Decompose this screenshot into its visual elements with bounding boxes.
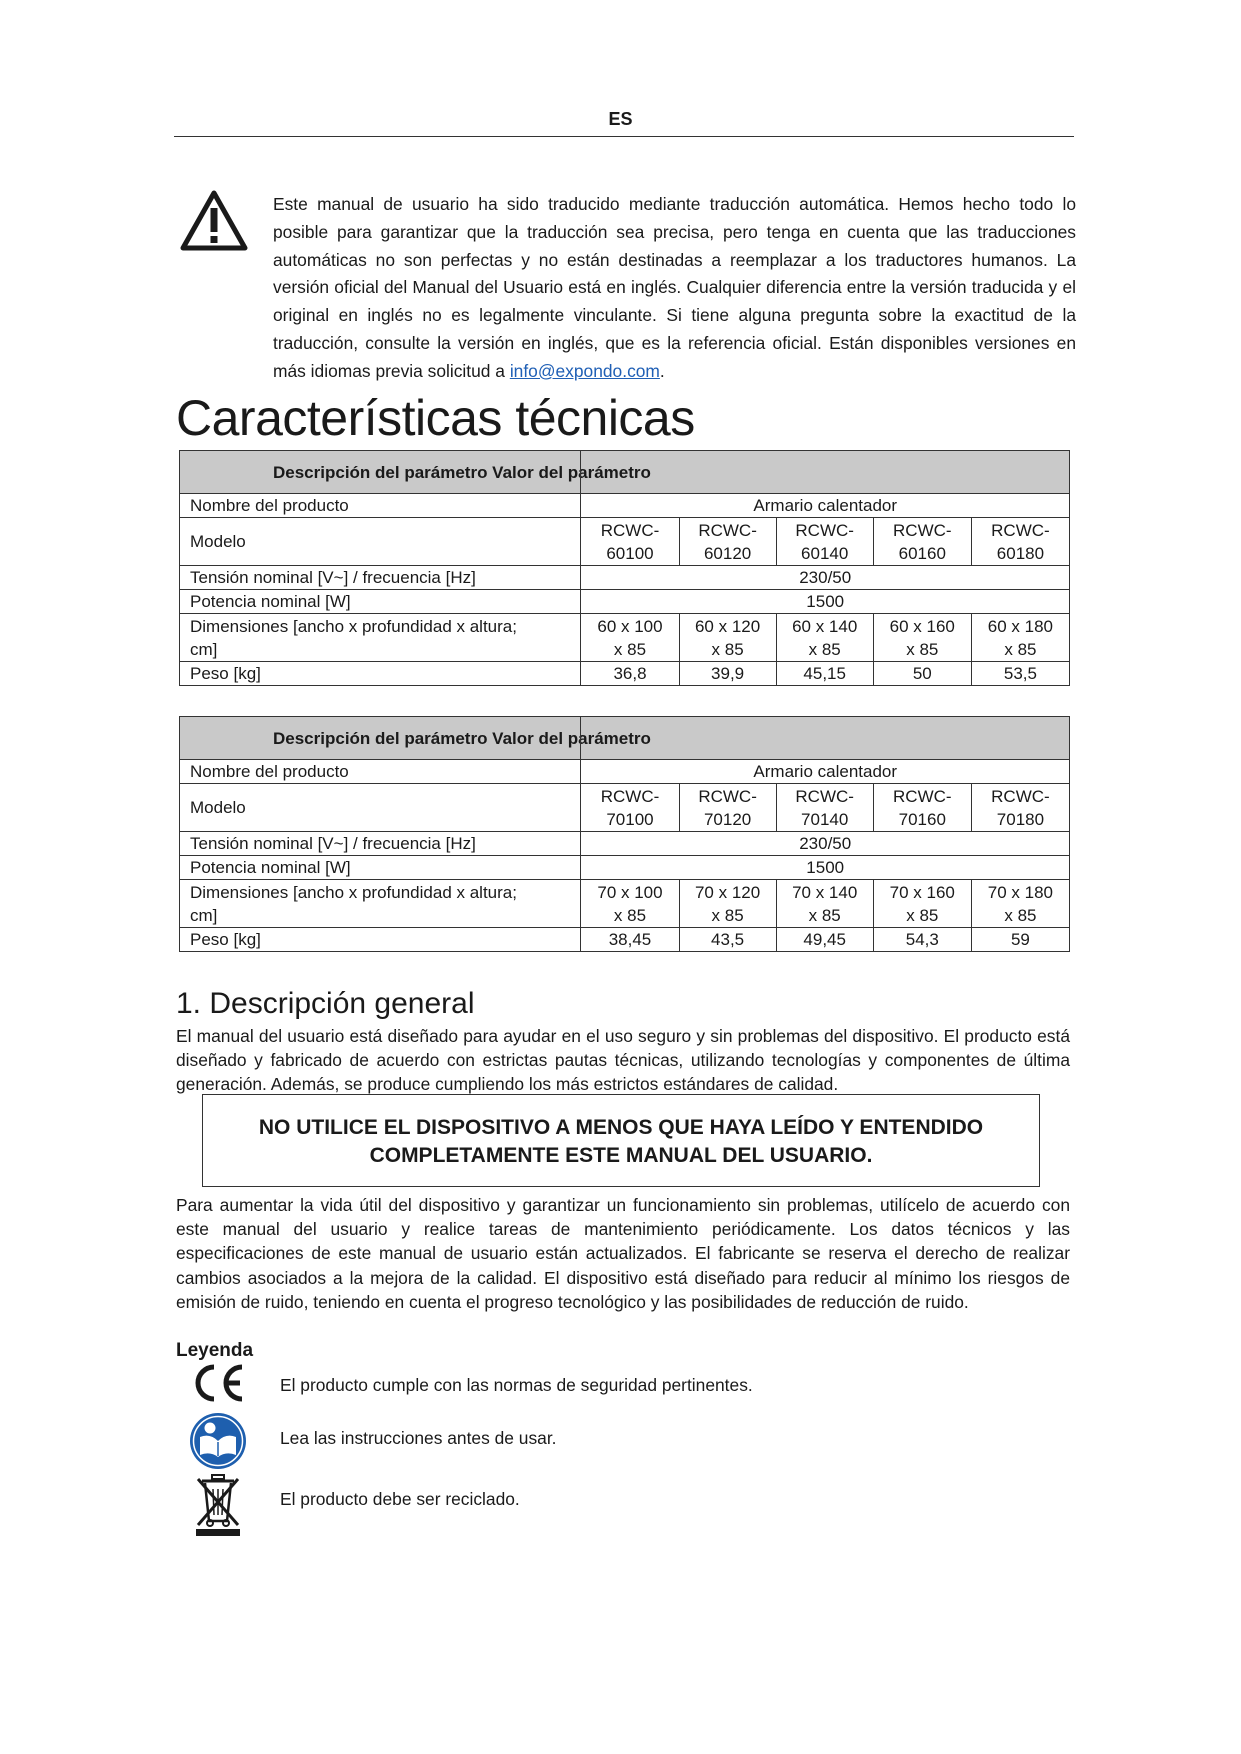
table-row xyxy=(180,494,1070,518)
weight-cell: 43,5 xyxy=(679,928,776,952)
dim-cell: 70 x 160 x 85 xyxy=(873,880,971,928)
weight-cell: 49,45 xyxy=(776,928,873,952)
model-cell: RCWC- 60100 xyxy=(581,518,679,566)
row-label: Modelo xyxy=(180,518,581,566)
table-row xyxy=(180,614,1070,662)
table-header-cell xyxy=(180,451,1070,494)
dim-cell: 60 x 140 x 85 xyxy=(776,614,873,662)
model-cell: RCWC- 70160 xyxy=(873,784,971,832)
email-link[interactable]: info@expondo.com xyxy=(509,360,660,381)
page-title: Características técnicas xyxy=(176,390,695,446)
model-cell: RCWC- 70180 xyxy=(971,784,1069,832)
spec-table-70 xyxy=(179,716,1070,952)
table-header-text: Descripción del parámetro Valor del parámetro xyxy=(273,463,651,482)
table-row xyxy=(180,784,1070,832)
ce-mark-icon xyxy=(190,1363,246,1403)
model-cell: RCWC- 60120 xyxy=(679,518,776,566)
spec-table-60 xyxy=(179,450,1070,686)
section-intro: El manual del usuario está diseñado para ayudar en el uso seguro y sin problemas del dispositivo. El producto está diseñado y fabricado de acuerdo con estrictas pautas técnicas, utilizando tecnologías y componentes de última generación. Además, se produce cumpliendo los más estrictos estándares de calidad. xyxy=(176,1026,1070,1095)
dim-cell: 60 x 180 x 85 xyxy=(971,614,1069,662)
weight-cell: 53,5 xyxy=(971,662,1069,686)
language-code: ES xyxy=(608,109,633,129)
legend-item-text: El producto debe ser reciclado. xyxy=(280,1489,520,1509)
legend-item-text: Lea las instrucciones antes de usar. xyxy=(280,1428,557,1448)
translation-disclaimer xyxy=(273,191,1076,386)
legend-title: Leyenda xyxy=(176,1340,254,1361)
table-row xyxy=(180,880,1070,928)
row-label: Tensión nominal [V~] / frecuencia [Hz] xyxy=(180,566,581,590)
weight-cell: 59 xyxy=(971,928,1069,952)
row-value: Armario calentador xyxy=(581,760,1070,784)
header-divider xyxy=(580,451,581,493)
header-rule xyxy=(174,136,1074,137)
row-label: Peso [kg] xyxy=(180,928,581,952)
weee-bin-icon xyxy=(192,1473,244,1537)
model-cell: RCWC- 60160 xyxy=(873,518,971,566)
row-label: Nombre del producto xyxy=(180,494,581,518)
header-divider xyxy=(580,717,581,759)
table-header-row xyxy=(180,451,1070,494)
table-row xyxy=(180,832,1070,856)
table-row xyxy=(180,760,1070,784)
table-row xyxy=(180,590,1070,614)
weight-cell: 50 xyxy=(873,662,971,686)
row-label: Dimensiones [ancho x profundidad x altura; cm] xyxy=(180,614,581,662)
dim-cell: 60 x 100 x 85 xyxy=(581,614,679,662)
section-body: Para aumentar la vida útil del dispositivo y garantizar un funcionamiento sin problemas, utilícelo de acuerdo con este manual del usuario y realice tareas de mantenimiento periódicamente. Los datos técnicos y las especificaciones de este manual de usuario están actualizados. El fabricante se reserva el derecho de realizar cambios asociados a la mejora de la calidad. El dispositivo está diseñado para reducir al mínimo los riesgos de emisión de ruido, teniendo en cuenta el progreso tecnológico y las posibilidades de reducción de ruido. xyxy=(176,1195,1070,1312)
dim-cell: 70 x 120 x 85 xyxy=(679,880,776,928)
disclaimer-text: Este manual de usuario ha sido traducido mediante traducción automática. Hemos hecho todo lo posible para garantizar que la traducción sea precisa, pero tenga en cuenta que las traducciones automáticas no son perfectas y no están destinadas a reemplazar a los traductores humanos. La versión oficial del Manual del Usuario está en inglés. Cualquier diferencia entre la versión traducida y el original en inglés no es legalmente vinculante. Si tiene alguna pregunta sobre la exactitud de la traducción, consulte la versión en inglés, que es la referencia oficial. Están disponibles versiones en más idiomas previa solicitud a xyxy=(273,194,1076,381)
weight-cell: 39,9 xyxy=(679,662,776,686)
row-label: Peso [kg] xyxy=(180,662,581,686)
model-cell: RCWC- 70120 xyxy=(679,784,776,832)
table-row xyxy=(180,928,1070,952)
row-value: 230/50 xyxy=(581,832,1070,856)
section-title: 1. Descripción general xyxy=(176,987,475,1020)
row-label: Modelo xyxy=(180,784,581,832)
dim-cell: 60 x 120 x 85 xyxy=(679,614,776,662)
table-header-text: Descripción del parámetro Valor del parámetro xyxy=(273,729,651,748)
dim-cell: 60 x 160 x 85 xyxy=(873,614,971,662)
notice-line: NO UTILICE EL DISPOSITIVO A MENOS QUE HAYA LEÍDO Y ENTENDIDO xyxy=(258,1116,984,1139)
table-row xyxy=(180,566,1070,590)
table-row xyxy=(180,856,1070,880)
model-cell: RCWC- 60140 xyxy=(776,518,873,566)
row-label: Potencia nominal [W] xyxy=(180,856,581,880)
table-header-row xyxy=(180,717,1070,760)
weight-cell: 45,15 xyxy=(776,662,873,686)
dim-cell: 70 x 180 x 85 xyxy=(971,880,1069,928)
row-label: Nombre del producto xyxy=(180,760,581,784)
weight-cell: 38,45 xyxy=(581,928,679,952)
warning-notice-box xyxy=(202,1094,1040,1187)
row-label: Potencia nominal [W] xyxy=(180,590,581,614)
weight-cell: 54,3 xyxy=(873,928,971,952)
weight-cell: 36,8 xyxy=(581,662,679,686)
warning-triangle-icon xyxy=(180,190,248,252)
model-cell: RCWC- 60180 xyxy=(971,518,1069,566)
row-label: Dimensiones [ancho x profundidad x altura; cm] xyxy=(180,880,581,928)
notice-line: COMPLETAMENTE ESTE MANUAL DEL USUARIO. xyxy=(369,1144,873,1167)
table-row xyxy=(180,518,1070,566)
row-value: 230/50 xyxy=(581,566,1070,590)
dim-cell: 70 x 140 x 85 xyxy=(776,880,873,928)
table-row xyxy=(180,662,1070,686)
row-value: 1500 xyxy=(581,856,1070,880)
disclaimer-end: . xyxy=(659,360,665,381)
legend-item-text: El producto cumple con las normas de seguridad pertinentes. xyxy=(280,1375,753,1395)
model-cell: RCWC- 70140 xyxy=(776,784,873,832)
table-header-cell xyxy=(180,717,1070,760)
dim-cell: 70 x 100 x 85 xyxy=(581,880,679,928)
model-cell: RCWC- 70100 xyxy=(581,784,679,832)
row-label: Tensión nominal [V~] / frecuencia [Hz] xyxy=(180,832,581,856)
read-manual-icon xyxy=(188,1411,248,1471)
row-value: 1500 xyxy=(581,590,1070,614)
row-value: Armario calentador xyxy=(581,494,1070,518)
